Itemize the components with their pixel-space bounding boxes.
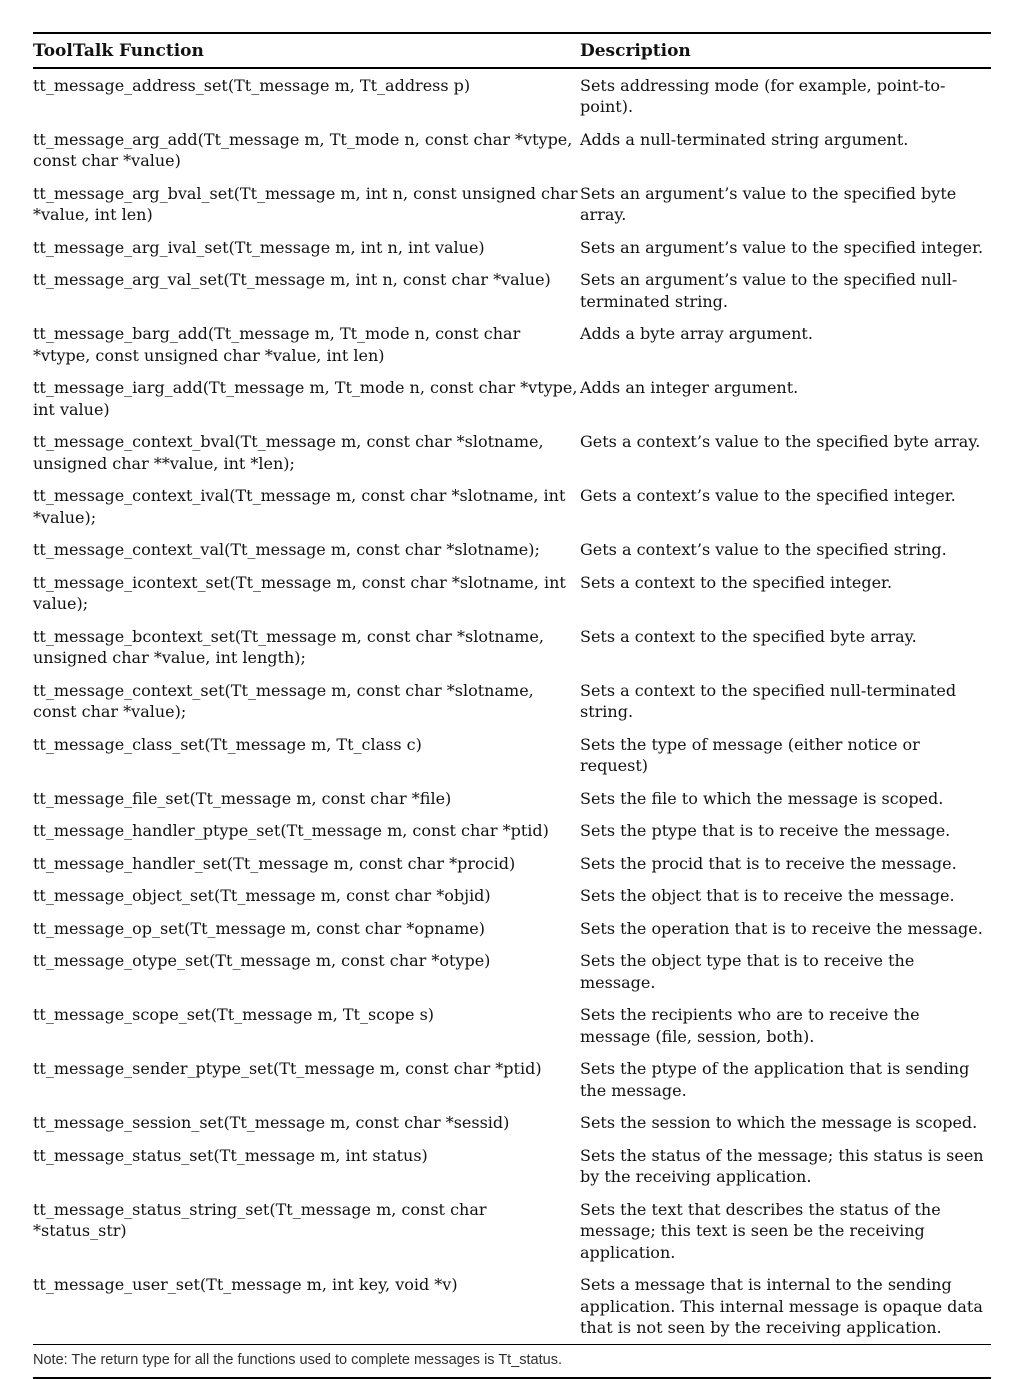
function-cell: tt_message_context_set(Tt_message m, const char *slotname, const char *value); xyxy=(33,680,534,721)
function-cell: tt_message_scope_set(Tt_message m, Tt_scope s) xyxy=(33,1005,435,1024)
description-cell: Adds an integer argument. xyxy=(580,378,799,397)
function-cell: tt_message_status_string_set(Tt_message m, const char *status_str) xyxy=(33,1199,487,1240)
function-reference-table xyxy=(33,32,991,1344)
function-cell: tt_message_status_set(Tt_message m, int status) xyxy=(33,1145,428,1165)
description-cell: Sets a context to the specified byte array. xyxy=(580,626,917,646)
description-cell: Sets the session to which the message is scoped. xyxy=(580,1113,978,1132)
description-cell: Sets the text that describes the status of the message; this text is seen be the receiving application. xyxy=(580,1199,941,1262)
note-bar xyxy=(33,1344,991,1379)
table-row xyxy=(33,1139,991,1193)
function-cell: tt_message_bcontext_set(Tt_message m, const char *slotname, unsigned char *value, int length); xyxy=(33,626,544,667)
table-row xyxy=(33,999,991,1053)
function-cell: tt_message_arg_bval_set(Tt_message m, int n, const unsigned char *value, int len) xyxy=(33,183,578,224)
note-text: Note: The return type for all the functions used to complete messages is Tt_status. xyxy=(33,1352,562,1368)
function-cell: tt_message_handler_set(Tt_message m, const char *procid) xyxy=(33,853,516,873)
table-row xyxy=(33,372,991,426)
table-body xyxy=(33,68,991,1344)
function-cell: tt_message_user_set(Tt_message m, int key, void *v) xyxy=(33,1275,458,1294)
description-cell: Sets an argument’s value to the specified null-terminated string. xyxy=(580,270,958,311)
table-row xyxy=(33,847,991,880)
table-row xyxy=(33,674,991,728)
description-cell: Sets the ptype that is to receive the message. xyxy=(580,821,951,840)
description-cell: Sets an argument’s value to the specified byte array. xyxy=(580,183,957,224)
table-row xyxy=(33,68,991,123)
table-row xyxy=(33,264,991,318)
function-cell: tt_message_handler_ptype_set(Tt_message m, const char *ptid) xyxy=(33,821,549,840)
description-cell: Sets a message that is internal to the sending application. This internal message is opaque data that is not seen by the receiving application. xyxy=(580,1275,983,1337)
description-cell: Gets a context’s value to the specified integer. xyxy=(580,486,956,505)
table-row xyxy=(33,426,991,480)
table-row xyxy=(33,480,991,534)
column-header-description: Description xyxy=(580,33,991,68)
description-cell: Sets the operation that is to receive the message. xyxy=(580,918,983,938)
function-cell: tt_message_context_ival(Tt_message m, const char *slotname, int *value); xyxy=(33,486,566,527)
description-cell: Sets the object type that is to receive the message. xyxy=(580,951,915,992)
table-row xyxy=(33,123,991,177)
description-cell: Gets a context’s value to the specified string. xyxy=(580,540,947,559)
table-row xyxy=(33,945,991,999)
function-cell: tt_message_session_set(Tt_message m, const char *sessid) xyxy=(33,1113,510,1132)
table-row xyxy=(33,782,991,815)
function-cell: tt_message_sender_ptype_set(Tt_message m, const char *ptid) xyxy=(33,1059,542,1078)
column-header-function: ToolTalk Function xyxy=(33,33,580,68)
description-cell: Sets an argument’s value to the specified integer. xyxy=(580,237,984,257)
table-row xyxy=(33,1193,991,1269)
function-cell: tt_message_icontext_set(Tt_message m, const char *slotname, int value); xyxy=(33,572,566,613)
table-row xyxy=(33,880,991,913)
function-cell: tt_message_context_bval(Tt_message m, const char *slotname, unsigned char **value, int *len); xyxy=(33,432,544,473)
function-cell: tt_message_arg_add(Tt_message m, Tt_mode n, const char *vtype, const char *value) xyxy=(33,129,573,170)
table-header-row xyxy=(33,33,991,68)
function-cell: tt_message_otype_set(Tt_message m, const char *otype) xyxy=(33,951,491,970)
table-row xyxy=(33,620,991,674)
table-row xyxy=(33,177,991,231)
description-cell: Sets the object that is to receive the message. xyxy=(580,886,955,905)
table-row xyxy=(33,1269,991,1345)
function-cell: tt_message_object_set(Tt_message m, const char *objid) xyxy=(33,886,491,905)
function-cell: tt_message_arg_ival_set(Tt_message m, int n, int value) xyxy=(33,237,485,257)
description-cell: Sets the file to which the message is scoped. xyxy=(580,788,944,808)
description-cell: Gets a context’s value to the specified byte array. xyxy=(580,432,981,451)
description-cell: Sets a context to the specified null-terminated string. xyxy=(580,680,957,721)
table-row xyxy=(33,231,991,264)
description-cell: Adds a byte array argument. xyxy=(580,324,813,343)
description-cell: Sets the recipients who are to receive the message (file, session, both). xyxy=(580,1005,920,1046)
function-cell: tt_message_address_set(Tt_message m, Tt_address p) xyxy=(33,75,471,95)
description-cell: Sets the type of message (either notice or request) xyxy=(580,734,920,775)
description-cell: Sets the procid that is to receive the message. xyxy=(580,853,957,873)
function-cell: tt_message_file_set(Tt_message m, const char *file) xyxy=(33,788,452,808)
table-row xyxy=(33,1107,991,1140)
function-cell: tt_message_arg_val_set(Tt_message m, int n, const char *value) xyxy=(33,270,551,289)
table-row xyxy=(33,534,991,567)
function-cell: tt_message_barg_add(Tt_message m, Tt_mode n, const char *vtype, const unsigned char *value, int len) xyxy=(33,324,521,365)
table-row xyxy=(33,566,991,620)
description-cell: Adds a null-terminated string argument. xyxy=(580,129,909,149)
description-cell: Sets a context to the specified integer. xyxy=(580,572,893,592)
description-cell: Sets the ptype of the application that is sending the message. xyxy=(580,1059,970,1100)
table-row xyxy=(33,815,991,848)
description-cell: Sets addressing mode (for example, point-to-point). xyxy=(580,75,946,116)
function-cell: tt_message_iarg_add(Tt_message m, Tt_mode n, const char *vtype, int value) xyxy=(33,378,578,419)
table-row xyxy=(33,728,991,782)
function-cell: tt_message_op_set(Tt_message m, const char *opname) xyxy=(33,918,486,938)
table-row xyxy=(33,912,991,945)
function-cell: tt_message_class_set(Tt_message m, Tt_class c) xyxy=(33,734,422,754)
table-row xyxy=(33,318,991,372)
description-cell: Sets the status of the message; this status is seen by the receiving application. xyxy=(580,1145,984,1186)
table-row xyxy=(33,1053,991,1107)
function-cell: tt_message_context_val(Tt_message m, const char *slotname); xyxy=(33,540,540,559)
